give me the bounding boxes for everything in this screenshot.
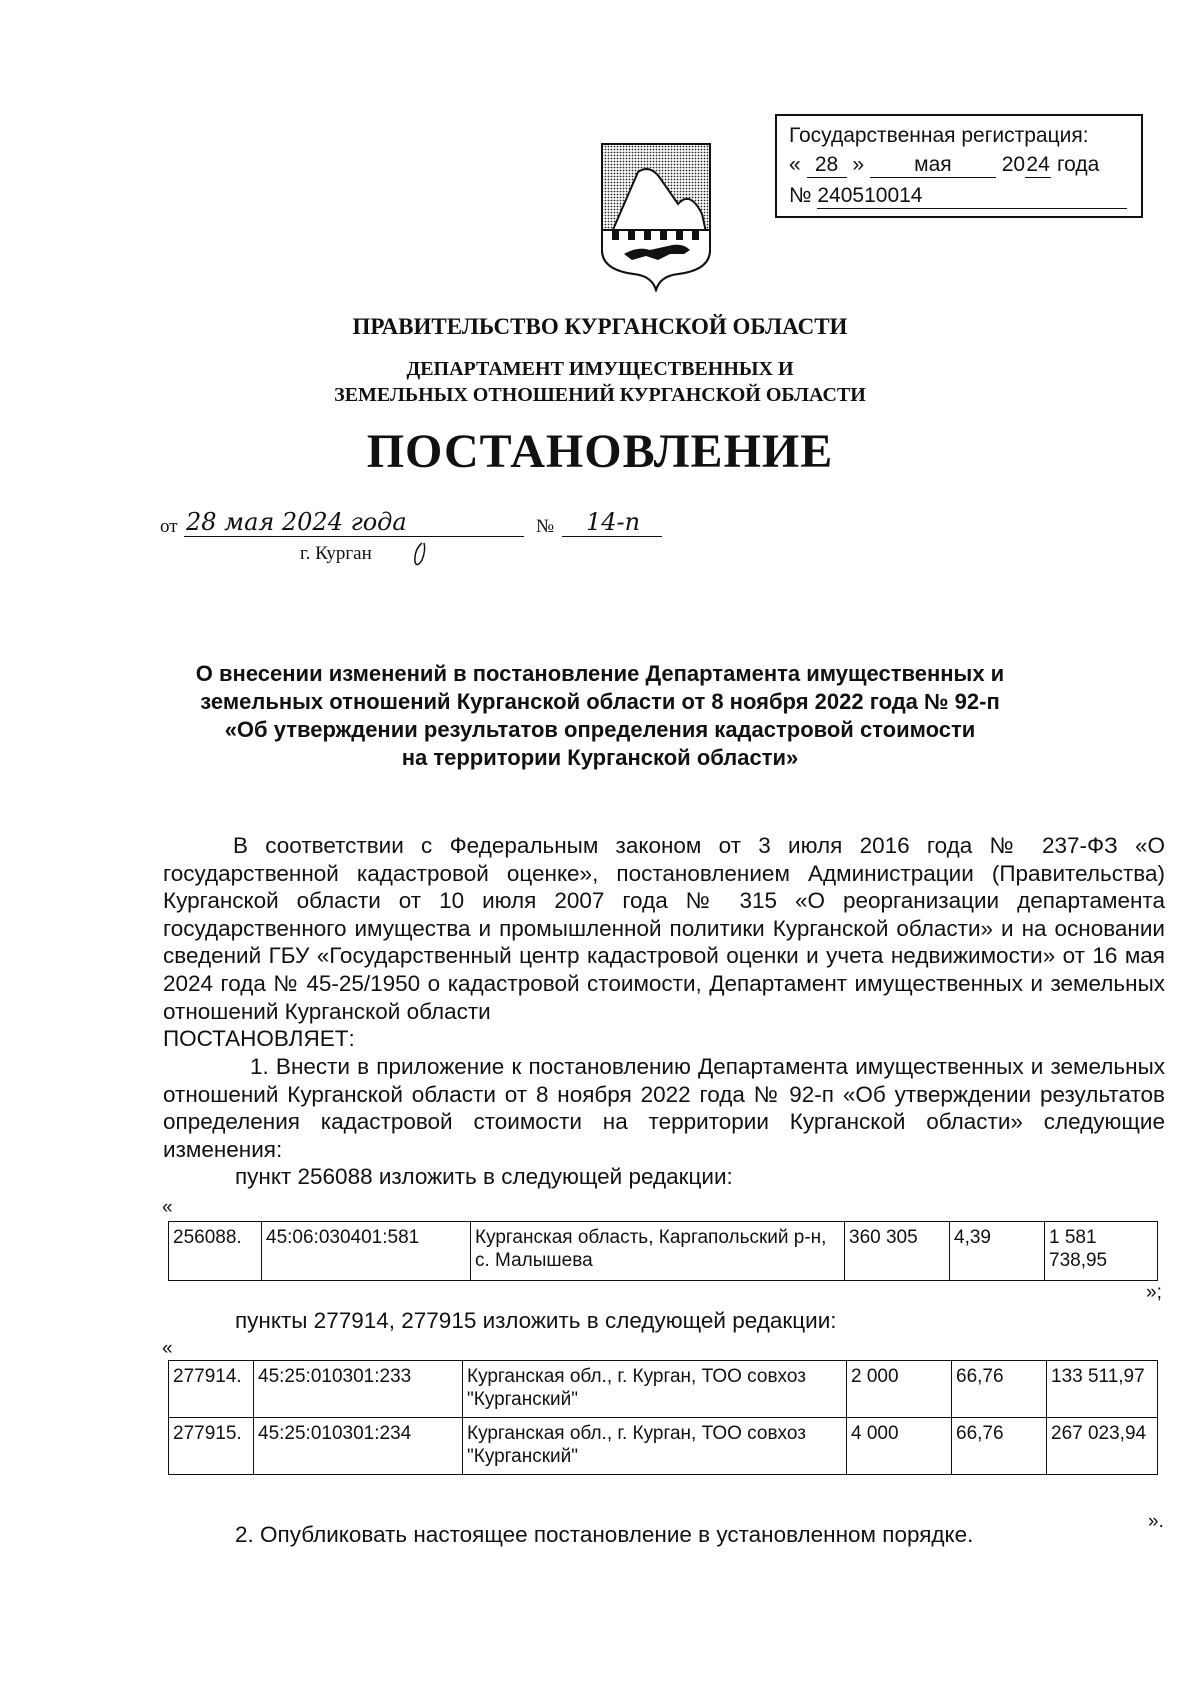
date-underline — [184, 536, 524, 537]
government-title: ПРАВИТЕЛЬСТВО КУРГАНСКОЙ ОБЛАСТИ — [352, 314, 848, 339]
table-cell: 45:25:010301:233 — [254, 1361, 463, 1418]
number-prefix: № — [536, 516, 555, 537]
handwritten-number: 14-п — [586, 508, 641, 536]
cadastral-table-b — [168, 1360, 1158, 1475]
item-1-paragraph: 1. Внести в приложение к постановлению Департамента имущественных и земельных отношений Курганской области от 8 ноября 2022 года № 92-п «Об утверждении результатов определения кадастровой стоимости на территории Курганской области» следующие изменения: — [163, 1054, 1165, 1162]
quote-open-b: « — [162, 1338, 173, 1359]
table-row — [169, 1222, 1158, 1281]
registration-year-word: года — [1056, 153, 1100, 176]
registration-stamp — [775, 114, 1143, 218]
table-row — [169, 1361, 1158, 1418]
subject-line3: «Об утверждении результатов определения кадастровой стоимости — [224, 717, 976, 742]
decree-word-inline: ПОСТАНОВЛЯЕТ: — [163, 1026, 355, 1052]
registration-year-prefix: 20 — [1001, 153, 1026, 176]
table-cell: 1 581 738,95 — [1045, 1222, 1158, 1281]
table-cell: 66,76 — [952, 1361, 1047, 1418]
document-type-title: ПОСТАНОВЛЕНИЕ — [366, 425, 834, 478]
item-2-paragraph: 2. Опубликовать настоящее постановление в установленном порядке. — [235, 1522, 974, 1547]
subject-line2: земельных отношений Курганской области от 8 ноября 2022 года № 92-п — [200, 689, 1000, 714]
handwritten-date: 28 мая 2024 года — [186, 508, 407, 536]
table-cell: 267 023,94 — [1047, 1418, 1158, 1475]
table-cell: 4 000 — [847, 1418, 952, 1475]
registration-title: Государственная регистрация: — [789, 124, 1089, 147]
subject-line4: на территории Курганской области» — [401, 745, 799, 770]
cadastral-table-a — [168, 1221, 1158, 1281]
registration-day: 28 — [807, 153, 847, 178]
intro-points-277914-277915: пункты 277914, 277915 изложить в следующей редакции: — [235, 1308, 837, 1333]
department-title-line2: ЗЕМЕЛЬНЫХ ОТНОШЕНИЙ КУРГАНСКОЙ ОБЛАСТИ — [334, 384, 866, 406]
kurgan-coat-of-arms-icon — [598, 142, 714, 292]
registration-day-open: « — [789, 153, 801, 176]
registration-number-label: № — [789, 184, 812, 207]
registration-date — [789, 153, 1137, 178]
registration-number: 240510014 — [817, 184, 1127, 209]
table-cell: 360 305 — [845, 1222, 950, 1281]
table-cell: 45:25:010301:234 — [254, 1418, 463, 1475]
quote-close-a: »; — [1146, 1282, 1162, 1303]
table-cell: 2 000 — [847, 1361, 952, 1418]
table-cell: 133 511,97 — [1047, 1361, 1158, 1418]
table-cell: 277915. — [169, 1418, 254, 1475]
registration-day-close: » — [852, 153, 865, 176]
subject-heading — [160, 660, 1040, 772]
table-cell: Курганская обл., г. Курган, ТОО совхоз "Курганский" — [463, 1361, 847, 1418]
signature-mark-icon — [410, 540, 430, 570]
table-cell: Курганская обл., г. Курган, ТОО совхоз "Курганский" — [463, 1418, 847, 1475]
registration-number-line — [789, 184, 1127, 209]
table-row — [169, 1418, 1158, 1475]
registration-month: мая — [870, 153, 996, 178]
preamble-paragraph: В соответствии с Федеральным законом от 3 июля 2016 года № 237-ФЗ «О государственной кадастровой оценке», постановлением Администрации (Правительства) Курганской области от 10 июля 2007 года № 315 «О реорганизации департамента государственного имущества и промышленной политики Курганской области» и на основании сведений ГБУ «Государственный центр кадастровой оценки и учета недвижимости» от 16 мая 2024 года № 45-25/1950 о кадастровой стоимости, Департамент имущественных и земельных отношений Курганской области ПОСТАНОВЛЯЕТ: — [163, 833, 1165, 1052]
number-underline — [562, 536, 662, 537]
intro-point-256088: пункт 256088 изложить в следующей редакции: — [235, 1164, 733, 1189]
table-cell: Курганская область, Каргапольский р-н, с. Малышева — [471, 1222, 845, 1281]
table-cell: 256088. — [169, 1222, 262, 1281]
table-cell: 277914. — [169, 1361, 254, 1418]
city: г. Курган — [300, 543, 372, 564]
table-cell: 66,76 — [952, 1418, 1047, 1475]
table-cell: 4,39 — [950, 1222, 1045, 1281]
subject-line1: О внесении изменений в постановление Департамента имущественных и — [195, 661, 1005, 686]
department-title-line1: ДЕПАРТАМЕНТ ИМУЩЕСТВЕННЫХ И — [406, 358, 794, 380]
date-prefix: от — [160, 516, 178, 537]
table-cell: 45:06:030401:581 — [262, 1222, 471, 1281]
quote-close-b: ». — [1148, 1511, 1164, 1532]
quote-open-a: « — [162, 1197, 173, 1218]
registration-year-suffix: 24 — [1026, 153, 1050, 176]
